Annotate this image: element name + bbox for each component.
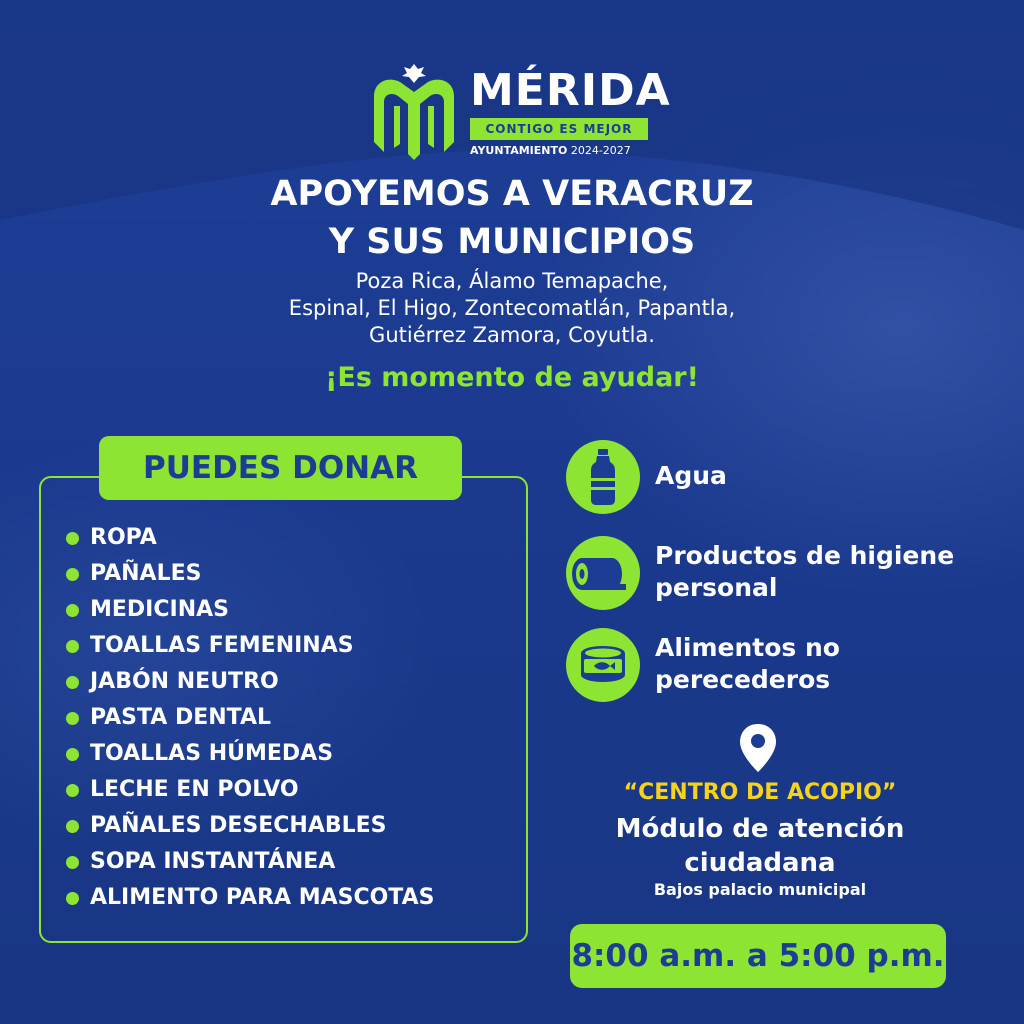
category-label-line-1: Productos de higiene bbox=[655, 541, 955, 570]
category-label-line-1: Agua bbox=[655, 461, 727, 490]
modulo-label bbox=[560, 812, 960, 880]
headline-line-1: APOYEMOS A VERACRUZ bbox=[270, 174, 754, 214]
merida-emblem-icon bbox=[370, 62, 458, 162]
donation-list bbox=[66, 520, 526, 916]
donation-item-label: LECHE EN POLVO bbox=[90, 777, 299, 802]
municipios-list bbox=[0, 268, 1024, 349]
donation-item-label: SOPA INSTANTÁNEA bbox=[90, 849, 336, 874]
modulo-line-2: ciudadana bbox=[684, 848, 836, 878]
donation-item bbox=[66, 736, 526, 772]
logo-period-years: 2024-2027 bbox=[570, 144, 631, 157]
category-label bbox=[655, 540, 954, 604]
donation-item-label: PAÑALES DESECHABLES bbox=[90, 813, 387, 838]
location-detail: Bajos palacio municipal bbox=[653, 880, 867, 899]
schedule-badge: 8:00 a.m. a 5:00 p.m. bbox=[570, 924, 946, 988]
headline-line-2: Y SUS MUNICIPIOS bbox=[328, 222, 696, 262]
donation-item bbox=[66, 808, 526, 844]
donation-item-label: ROPA bbox=[90, 525, 157, 550]
bullet-icon bbox=[66, 712, 79, 725]
acopio-label: “CENTRO DE ACOPIO” bbox=[623, 780, 897, 805]
category-alimentos bbox=[566, 628, 1006, 704]
donation-item bbox=[66, 844, 526, 880]
municipios-line: Poza Rica, Álamo Temapache, bbox=[355, 269, 669, 293]
donation-item bbox=[66, 664, 526, 700]
logo-title: MÉRIDA bbox=[470, 65, 671, 116]
bullet-icon bbox=[66, 784, 79, 797]
headline bbox=[0, 170, 1024, 266]
donation-item bbox=[66, 772, 526, 808]
donation-item bbox=[66, 556, 526, 592]
bullet-icon bbox=[66, 856, 79, 869]
donation-item bbox=[66, 628, 526, 664]
bullet-icon bbox=[66, 820, 79, 833]
logo-period-label: AYUNTAMIENTO bbox=[470, 144, 568, 157]
donation-item bbox=[66, 700, 526, 736]
bullet-icon bbox=[66, 568, 79, 581]
water-bottle-icon bbox=[566, 440, 640, 514]
donation-item bbox=[66, 592, 526, 628]
bullet-icon bbox=[66, 748, 79, 761]
toilet-paper-icon bbox=[566, 536, 640, 610]
bullet-icon bbox=[66, 676, 79, 689]
category-label-line-2: perecederos bbox=[655, 665, 831, 694]
logo-period bbox=[470, 144, 631, 157]
donation-item-label: PAÑALES bbox=[90, 561, 202, 586]
donation-item bbox=[66, 880, 526, 916]
donation-item-label: JABÓN NEUTRO bbox=[90, 669, 279, 694]
donation-item-label: TOALLAS HÚMEDAS bbox=[90, 741, 334, 766]
category-label bbox=[655, 632, 840, 696]
donation-item-label: ALIMENTO PARA MASCOTAS bbox=[90, 885, 435, 910]
category-higiene bbox=[566, 536, 1006, 612]
tagline: ¡Es momento de ayudar! bbox=[325, 362, 699, 393]
bullet-icon bbox=[66, 532, 79, 545]
canned-food-icon bbox=[566, 628, 640, 702]
bullet-icon bbox=[66, 604, 79, 617]
municipios-line: Espinal, El Higo, Zontecomatlán, Papantla, bbox=[288, 296, 736, 320]
category-agua bbox=[566, 440, 1006, 516]
donation-item-label: MEDICINAS bbox=[90, 597, 229, 622]
merida-logo bbox=[370, 62, 671, 162]
logo-slogan: CONTIGO ES MEJOR bbox=[470, 118, 648, 140]
category-label-line-2: personal bbox=[655, 573, 778, 602]
bullet-icon bbox=[66, 892, 79, 905]
modulo-line-1: Módulo de atención bbox=[615, 814, 905, 844]
donation-header: PUEDES DONAR bbox=[99, 436, 462, 500]
donation-item-label: TOALLAS FEMENINAS bbox=[90, 633, 354, 658]
bullet-icon bbox=[66, 640, 79, 653]
donation-item-label: PASTA DENTAL bbox=[90, 705, 272, 730]
location-pin-icon bbox=[737, 722, 779, 774]
category-label-line-1: Alimentos no bbox=[655, 633, 840, 662]
municipios-line: Gutiérrez Zamora, Coyutla. bbox=[369, 323, 655, 347]
donation-item bbox=[66, 520, 526, 556]
category-label bbox=[655, 460, 727, 492]
